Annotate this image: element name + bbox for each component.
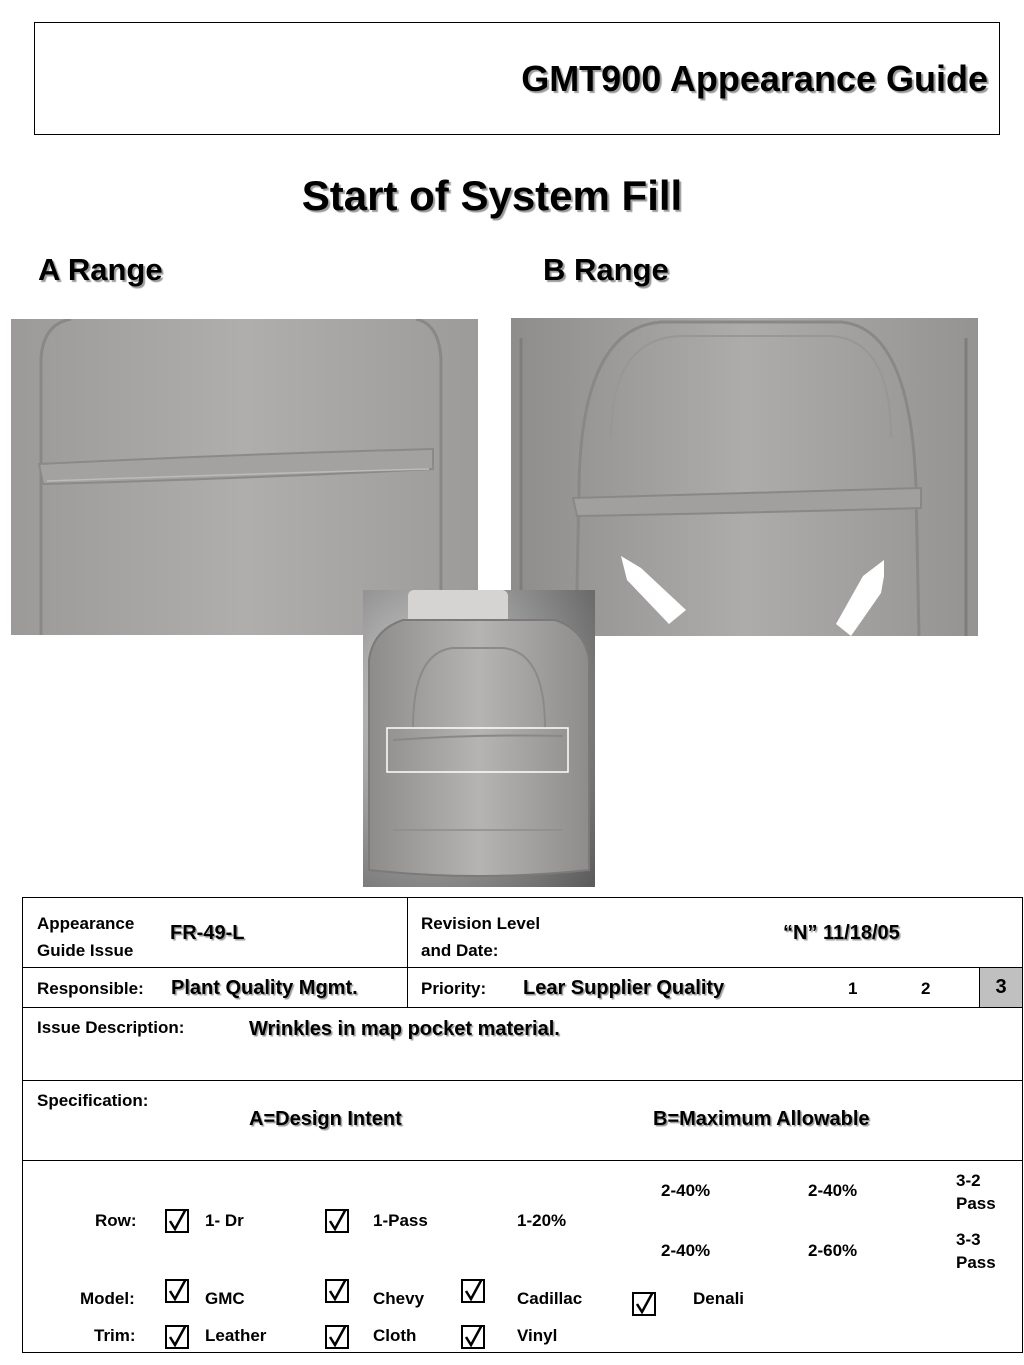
responsible-value: Plant Quality Mgmt.	[171, 977, 358, 999]
guide-issue-label-2: Guide Issue	[37, 941, 134, 960]
model-item-chevy: Chevy	[373, 1289, 425, 1308]
a-range-photo	[11, 319, 478, 635]
guide-issue-value: FR-49-L	[170, 922, 245, 944]
trim-label: Trim:	[94, 1326, 136, 1345]
priority-value: Lear Supplier Quality	[523, 977, 725, 999]
slide-title: Start of System Fill	[301, 172, 683, 219]
spec-a-value: A=Design Intent	[249, 1108, 402, 1130]
vehicle-applicability-cell	[23, 1161, 1023, 1353]
model-item-denali: Denali	[693, 1289, 745, 1308]
guide-issue-label-1: Appearance	[37, 914, 135, 933]
model-label: Model:	[80, 1289, 135, 1308]
responsible-cell	[23, 968, 408, 1008]
trim-cloth-checkbox-icon	[325, 1325, 349, 1349]
model-item-cadillac: Cadillac	[517, 1289, 583, 1308]
row-1dr-checkbox-icon	[165, 1209, 189, 1233]
row-pass-top-line-1: 3-2	[956, 1171, 981, 1190]
trim-item-leather: Leather	[205, 1326, 267, 1345]
responsible-label: Responsible:	[37, 979, 144, 998]
row-pct-top-1: 2-40%	[661, 1181, 711, 1200]
seat-overview-photo	[363, 590, 595, 887]
specification-cell	[23, 1081, 1023, 1161]
row-item-1pass: 1-Pass	[373, 1211, 428, 1230]
row-pct-top-2: 2-40%	[808, 1181, 858, 1200]
model-chevy-checkbox-icon	[325, 1279, 349, 1303]
row-label: Row:	[95, 1211, 137, 1230]
row-pct-bottom-1: 2-40%	[661, 1241, 711, 1260]
row-pass-bottom-line-1: 3-3	[956, 1230, 981, 1249]
b-range-photo	[511, 318, 978, 636]
issue-description-label: Issue Description:	[37, 1018, 185, 1037]
trim-item-cloth: Cloth	[373, 1326, 417, 1345]
revision-value: “N” 11/18/05	[783, 922, 900, 944]
row-pct-bottom-2: 2-60%	[808, 1241, 858, 1260]
row-item-1-20: 1-20%	[517, 1211, 567, 1230]
row-item-1dr: 1- Dr	[205, 1211, 244, 1230]
priority-cell	[408, 968, 1023, 1008]
row-1pass-checkbox-icon	[325, 1209, 349, 1233]
trim-item-vinyl: Vinyl	[517, 1326, 558, 1345]
model-denali-checkbox-icon	[632, 1292, 656, 1316]
model-gmc-checkbox-icon	[165, 1279, 189, 1303]
trim-vinyl-checkbox-icon	[461, 1325, 485, 1349]
model-cadillac-checkbox-icon	[461, 1279, 485, 1303]
model-item-gmc: GMC	[205, 1289, 245, 1308]
row-pass-bottom-line-2: Pass	[956, 1253, 996, 1272]
specification-label: Specification:	[37, 1091, 149, 1110]
row-pass-top-line-2: Pass	[956, 1194, 996, 1213]
issue-form	[22, 897, 1023, 1353]
seat-overview-image	[363, 590, 595, 887]
issue-description-cell	[23, 1008, 1023, 1081]
trim-leather-checkbox-icon	[165, 1325, 189, 1349]
priority-level-3-selected: 3	[979, 968, 1022, 1007]
a-range-label: A Range	[38, 252, 163, 287]
priority-label: Priority:	[421, 979, 487, 998]
guide-issue-cell	[23, 898, 408, 968]
a-range-seat-image	[11, 319, 478, 635]
priority-level-2: 2	[921, 979, 931, 998]
b-range-label: B Range	[543, 252, 669, 287]
revision-label-1: Revision Level	[421, 914, 541, 933]
revision-cell	[408, 898, 1023, 968]
revision-label-2: and Date:	[421, 941, 499, 960]
spec-b-value: B=Maximum Allowable	[653, 1108, 870, 1130]
priority-level-1: 1	[848, 979, 858, 998]
header-title: GMT900 Appearance Guide	[521, 58, 988, 99]
issue-description-value: Wrinkles in map pocket material.	[249, 1018, 560, 1040]
b-range-seat-image	[511, 318, 978, 636]
